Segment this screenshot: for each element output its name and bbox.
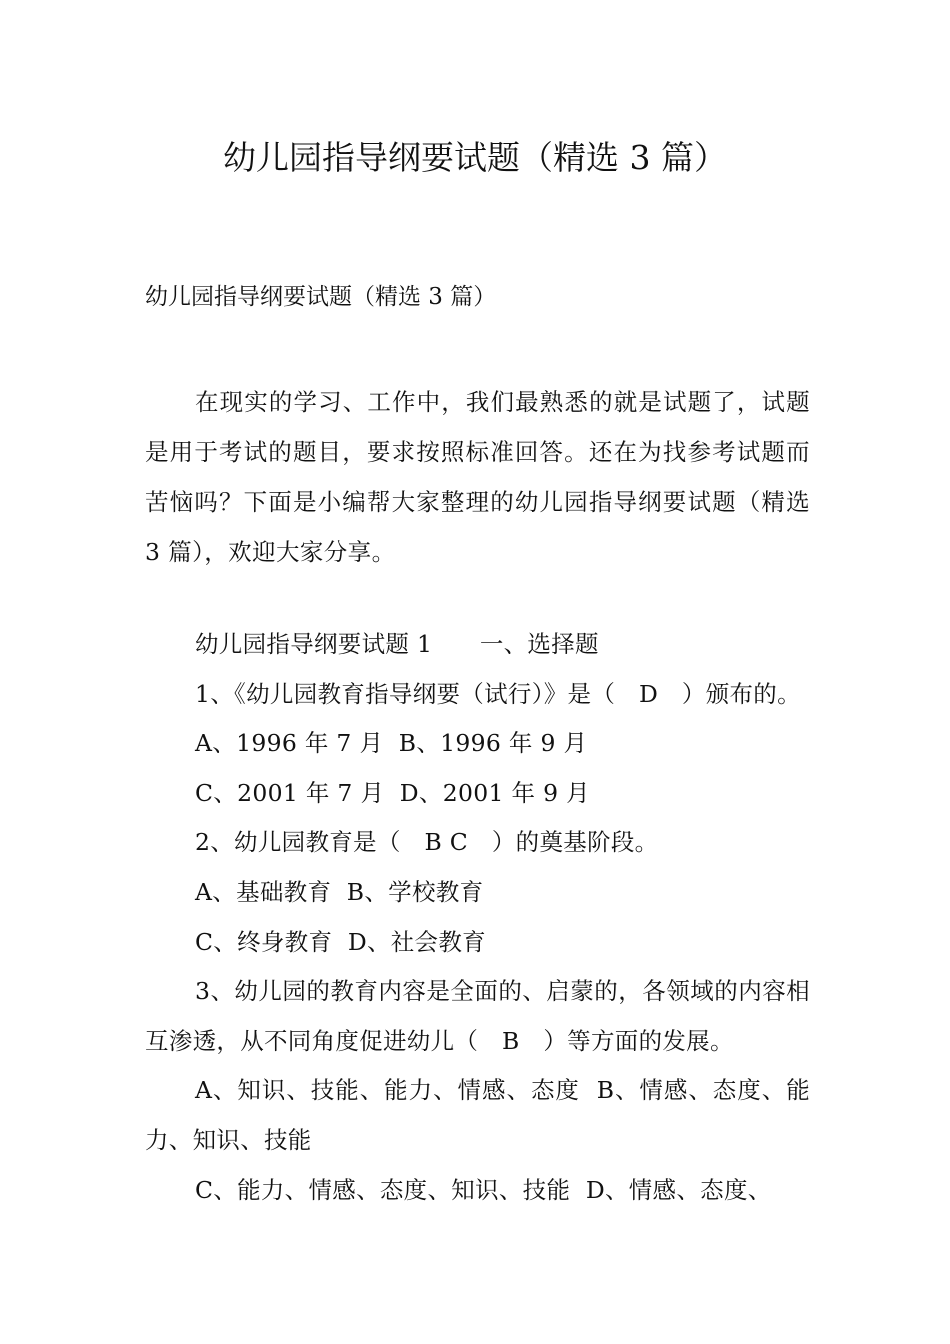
question-2: 2、幼儿园教育是（ B C ）的奠基阶段。	[195, 828, 659, 857]
question-2-options-c-d: C、终身教育 D、社会教育	[195, 927, 486, 956]
question-3: 3、幼儿园的教育内容是全面的、启蒙的，各领域的内容相互渗透，从不同角度促进幼儿（ B ）等方面的发展。	[145, 977, 810, 1055]
section-heading: 幼儿园指导纲要试题 1 一、选择题	[195, 630, 599, 658]
question-3-options-a-b: A、知识、技能、能力、情感、态度 B、情感、态度、能力、知识、技能	[145, 1076, 810, 1154]
question-1-options-a-b: A、1996 年 7 月 B、1996 年 9 月	[195, 729, 588, 758]
question-1-options-c-d: C、2001 年 7 月 D、2001 年 9 月	[195, 778, 590, 807]
page-title: 幼儿园指导纲要试题（精选 3 篇）	[223, 138, 727, 177]
document-subtitle: 幼儿园指导纲要试题（精选 3 篇）	[145, 284, 497, 310]
question-3-options-c-d: C、能力、情感、态度、知识、技能 D、情感、态度、	[195, 1175, 772, 1204]
question-2-options-a-b: A、基础教育 B、学校教育	[195, 877, 484, 906]
question-1: 1、《幼儿园教育指导纲要（试行）》是（ D ）颁布的。	[195, 679, 801, 708]
document-body	[145, 620, 810, 1215]
intro-paragraph: 在现实的学习、工作中，我们最熟悉的就是试题了，试题是用于考试的题目，要求按照标准回答。还在为找参考试题而苦恼吗？下面是小编帮大家整理的幼儿园指导纲要试题（精选 3 篇），欢迎大家分享。	[145, 388, 810, 566]
